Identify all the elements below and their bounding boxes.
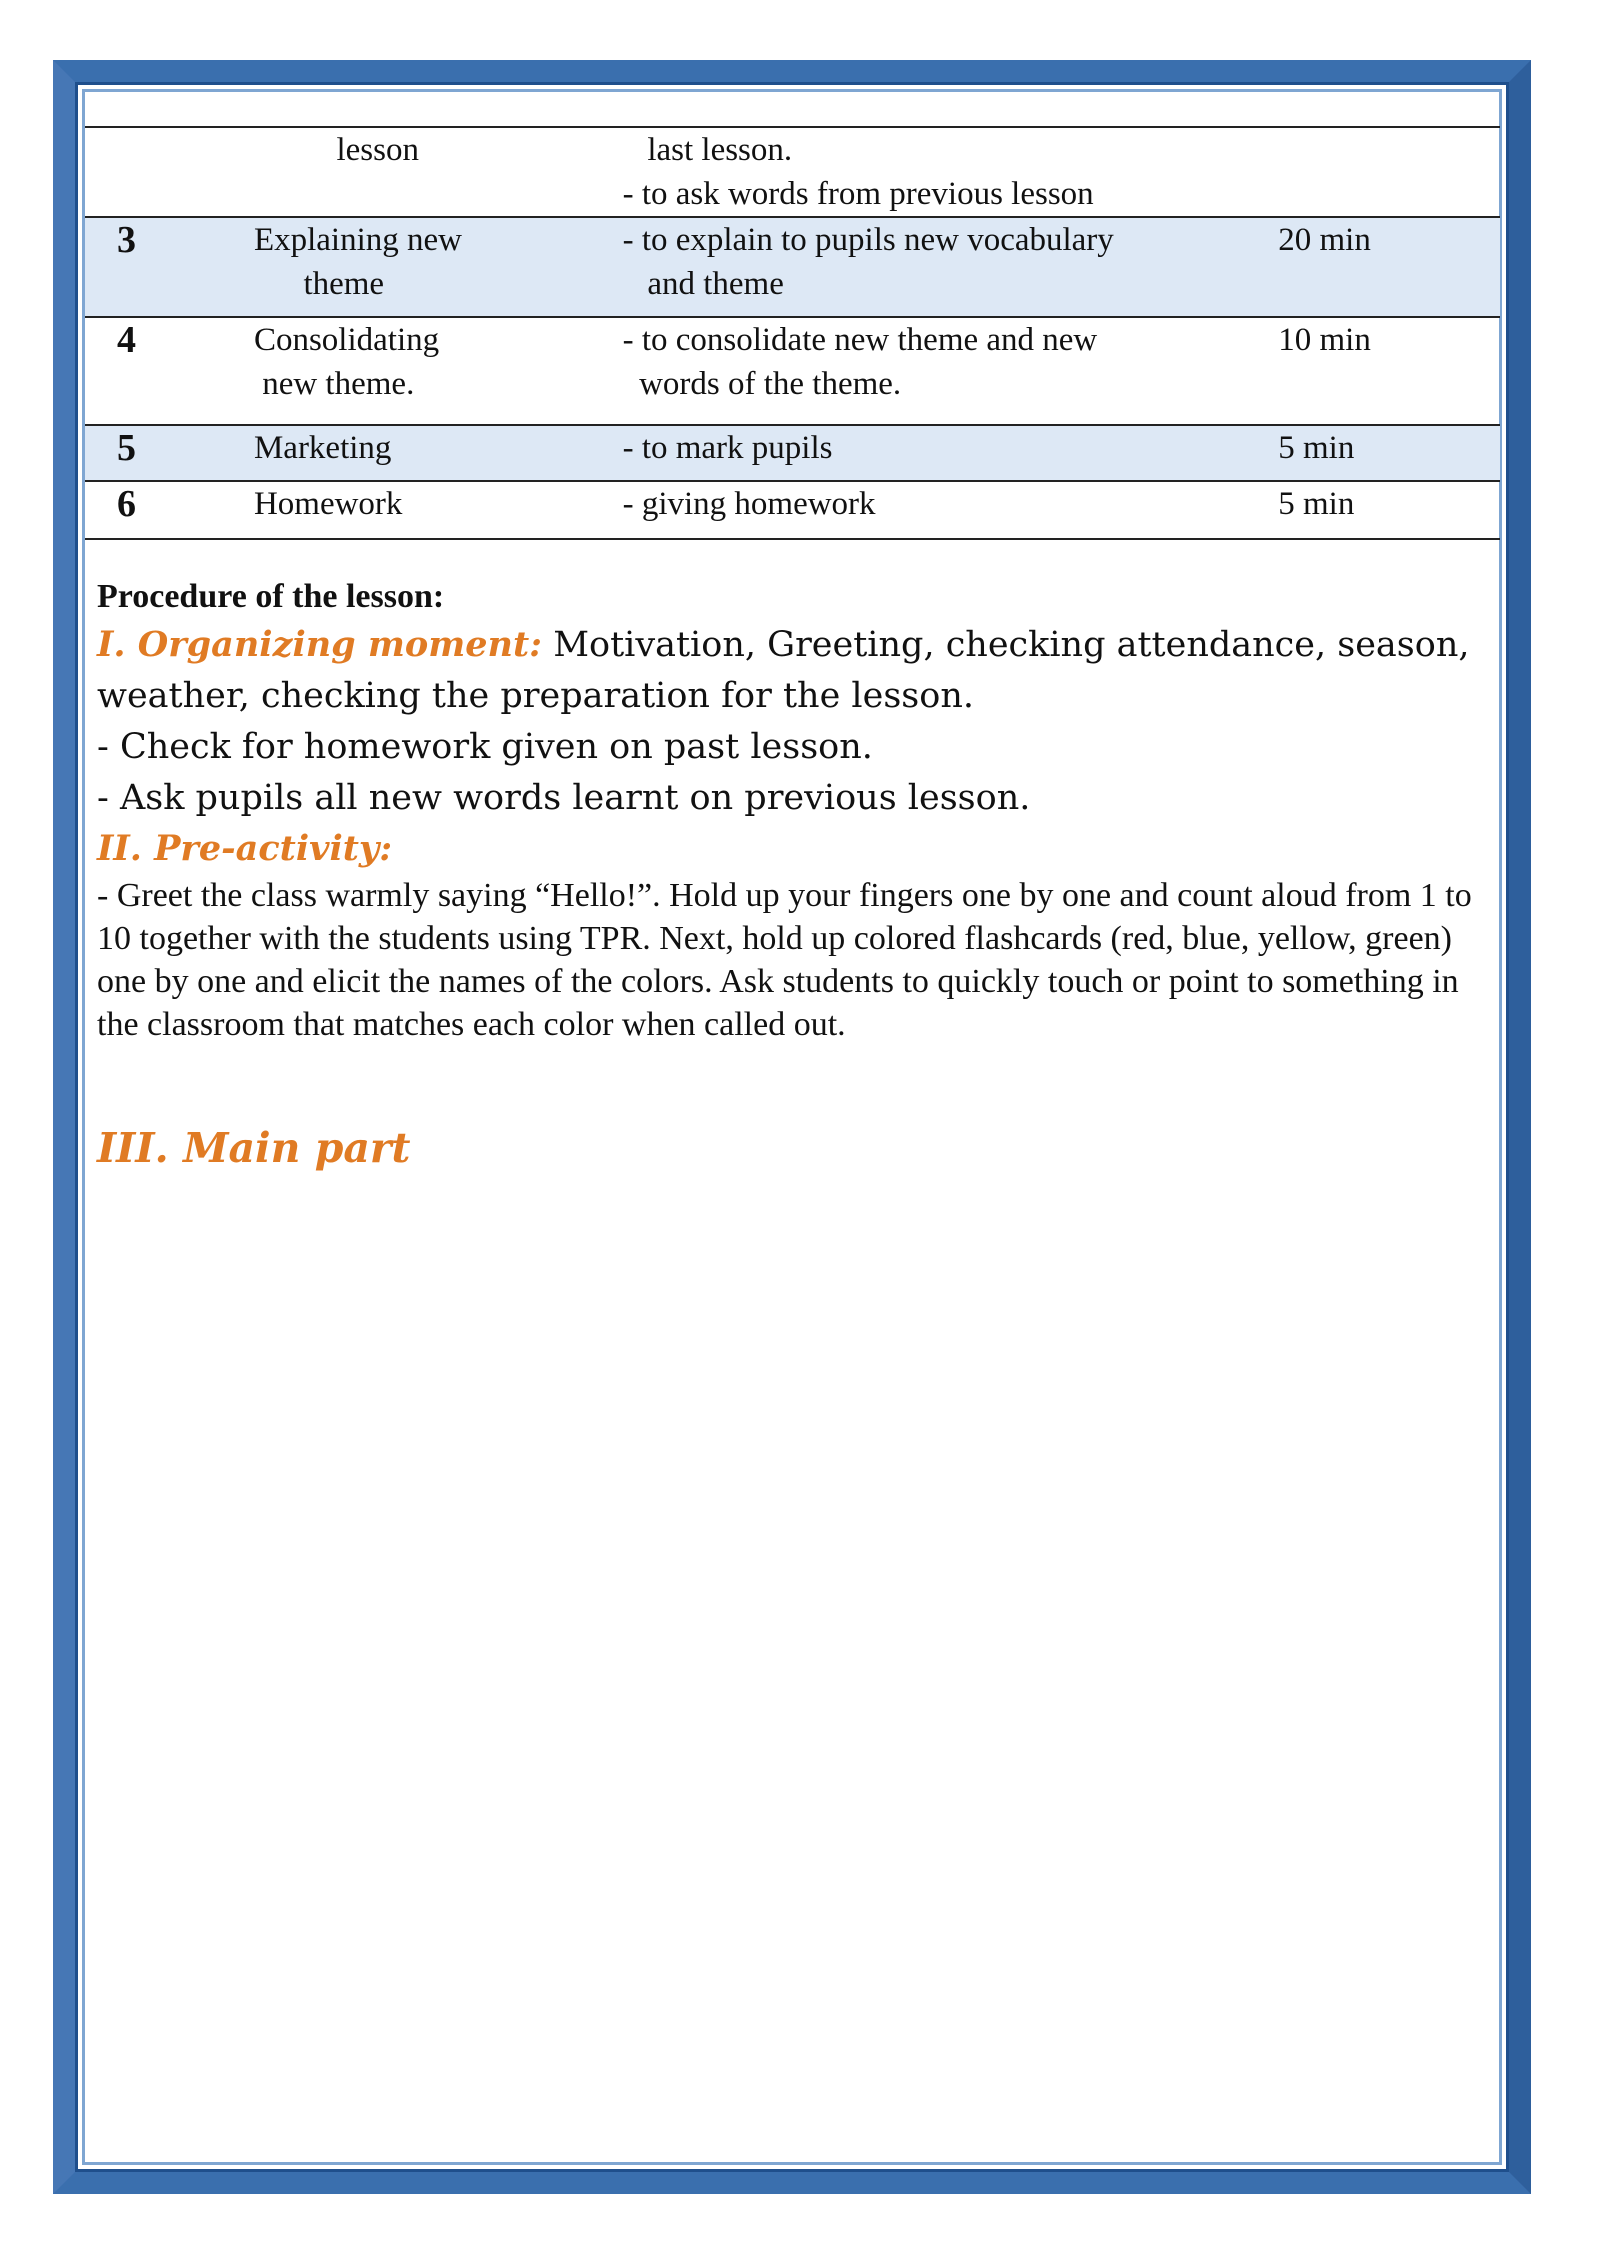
stage-time: 5 min (1278, 486, 1355, 522)
stage-number: 4 (117, 319, 136, 361)
stage-name (254, 217, 623, 317)
stage-name-line: Consolidating (253, 322, 440, 358)
stage-name-line: Marketing (253, 430, 392, 466)
stage-task (623, 481, 1239, 539)
stage-task-line: - giving homework (622, 486, 876, 522)
stage-time: 20 min (1278, 222, 1371, 258)
stage-task-line: words of the theme. (622, 366, 902, 402)
stage-task-line: last lesson. (622, 132, 793, 168)
pre-activity-heading: II. Pre-activity: (97, 828, 393, 869)
stage-name (254, 481, 623, 539)
procedure-section (97, 575, 1497, 1178)
main-part-heading: III. Main part (97, 1124, 411, 1172)
stage-name (254, 317, 623, 425)
table-row (85, 217, 1500, 317)
stage-name-line: theme (253, 266, 385, 302)
stage-time: 5 min (1278, 430, 1355, 466)
stage-task-line: and theme (622, 266, 784, 302)
lesson-stages-table (85, 126, 1500, 540)
stage-name (254, 425, 623, 481)
organizing-moment-text: Motivation, Greeting, checking attendance, season, weather, checking the preparation for the lesson. (97, 625, 1470, 716)
stage-name-line: Homework (253, 486, 403, 522)
stage-task (623, 425, 1239, 481)
stage-task-line: - to explain to pupils new vocabulary (622, 222, 1114, 258)
check-homework-line: - Check for homework given on past lesson. (97, 727, 873, 767)
stage-name-line: new theme. (253, 366, 415, 402)
organizing-moment-paragraph (97, 619, 1497, 722)
table-row (85, 317, 1500, 425)
stage-time: 10 min (1278, 322, 1371, 358)
stage-task-line: - to consolidate new theme and new (622, 322, 1098, 358)
stage-name-line: lesson (253, 132, 419, 168)
table-row (85, 425, 1500, 481)
table-row (85, 481, 1500, 539)
stage-name-line: Explaining new (253, 222, 462, 258)
ask-words-line: - Ask pupils all new words learnt on previous lesson. (97, 778, 1031, 818)
stage-time (1238, 127, 1500, 217)
stage-name (254, 127, 623, 217)
stage-task-line: - to mark pupils (622, 430, 833, 466)
table-row (85, 127, 1500, 217)
stage-number: 3 (117, 219, 136, 261)
organizing-moment-heading: I. Organizing moment: (97, 624, 543, 665)
stage-number: 5 (117, 427, 136, 469)
procedure-title: Procedure of the lesson: (97, 578, 445, 615)
stage-task (623, 127, 1239, 217)
stage-task (623, 317, 1239, 425)
stage-number: 6 (117, 483, 136, 525)
stage-task (623, 217, 1239, 317)
stage-task-line: - to ask words from previous lesson (622, 176, 1094, 212)
pre-activity-text: - Greet the class warmly saying “Hello!”. Hold up your fingers one by one and count aloud from 1 to 10 together with the students using TPR. Next, hold up colored flashcards (red, blue, yellow, green) one by one and elicit the names of the colors. Ask students to quickly touch or point to something in the classroom that matches each color when called out. (97, 877, 1472, 1043)
stage-number (85, 127, 254, 217)
